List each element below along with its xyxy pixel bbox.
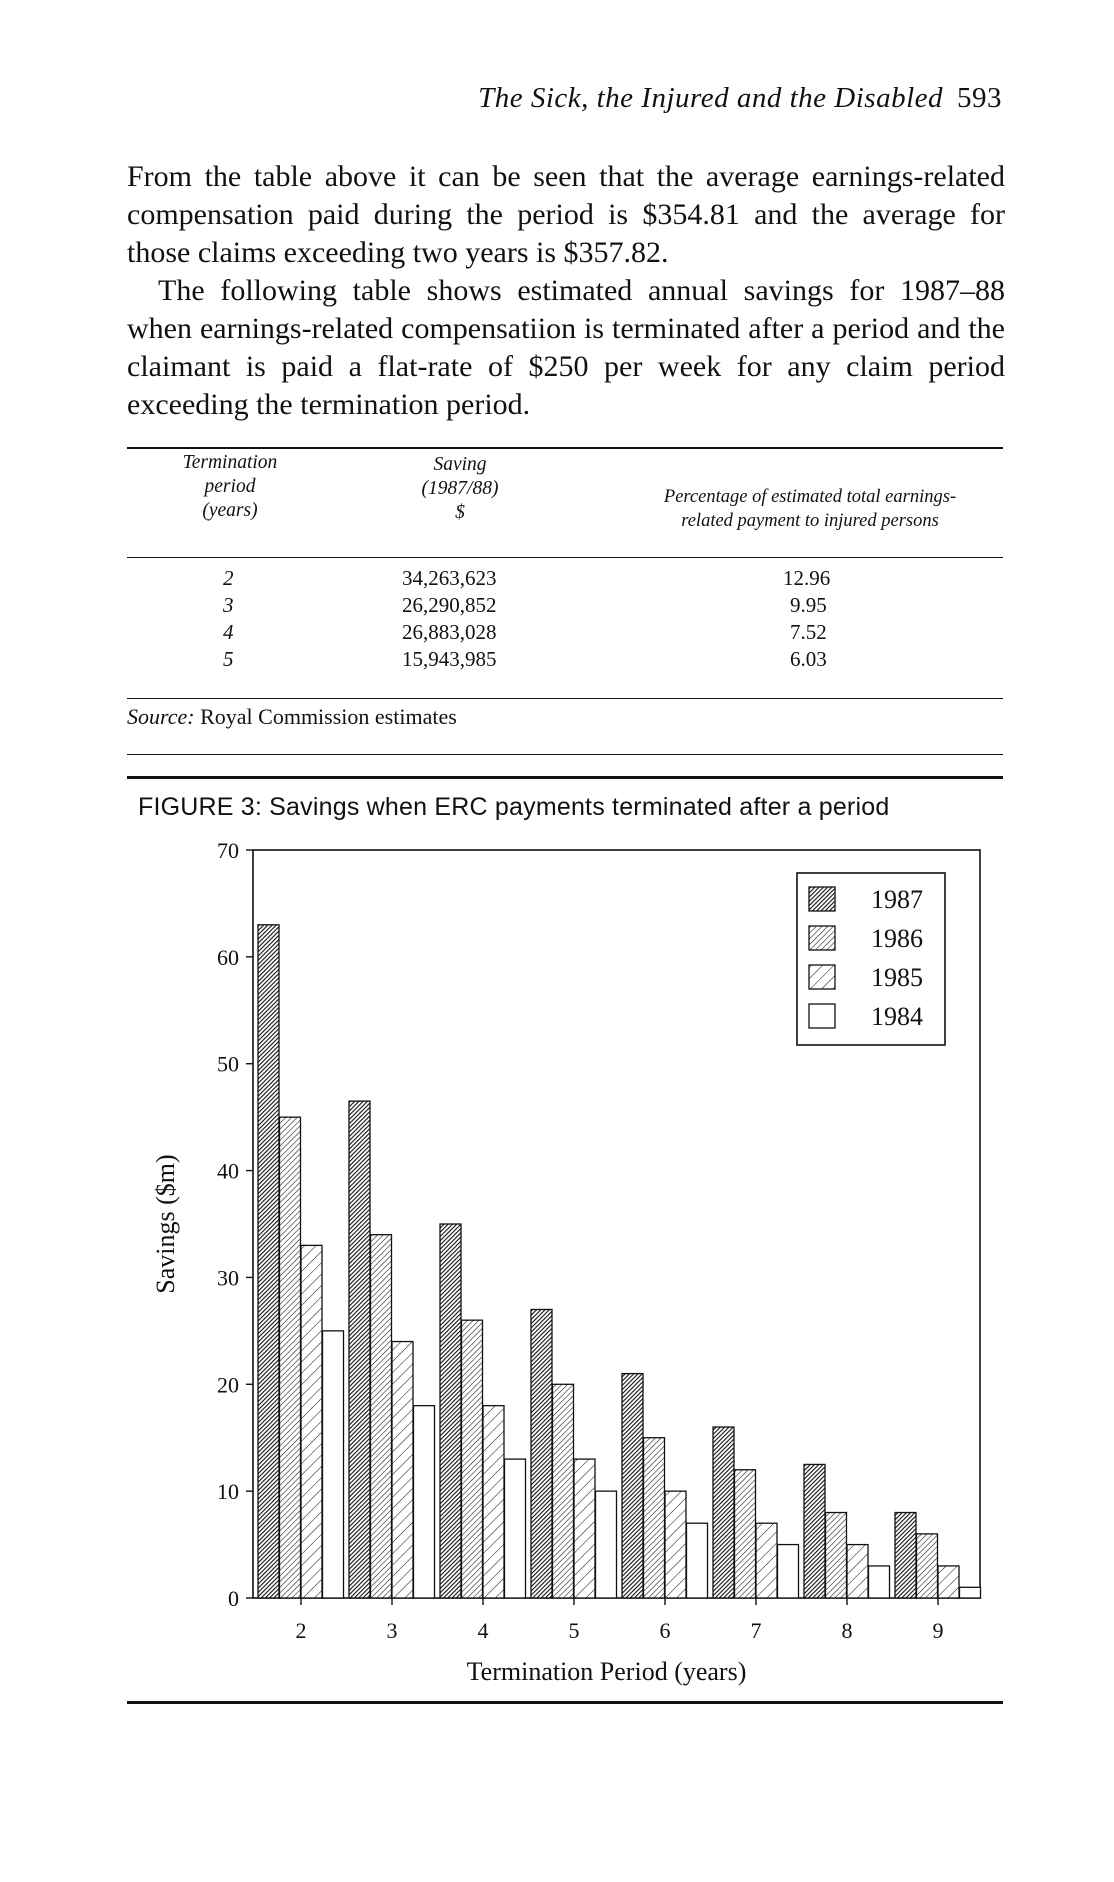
bar-1986-5 bbox=[553, 1384, 574, 1598]
y-tick-label: 10 bbox=[217, 1479, 239, 1505]
bar-1987-9 bbox=[895, 1513, 916, 1598]
page-number: 593 bbox=[957, 82, 1002, 114]
figure-title: FIGURE 3: Savings when ERC payments terminated after a period bbox=[138, 793, 890, 821]
y-tick-label: 0 bbox=[228, 1586, 239, 1611]
y-tick-label: 30 bbox=[217, 1265, 239, 1291]
cell-pct: 12.96 bbox=[783, 566, 831, 590]
y-axis-label: Savings ($m) bbox=[151, 1154, 180, 1294]
header-line: (1987/88) bbox=[421, 478, 499, 499]
legend-swatch bbox=[809, 965, 835, 989]
bar-1984-4 bbox=[505, 1459, 526, 1598]
header-line: related payment to injured persons bbox=[681, 511, 939, 531]
x-tick-label: 2 bbox=[295, 1618, 307, 1643]
bar-1984-6 bbox=[687, 1523, 708, 1598]
x-tick-label: 4 bbox=[477, 1618, 489, 1643]
bar-1984-2 bbox=[323, 1331, 344, 1598]
paragraph-1: From the table above it can be seen that the average earnings-related compensation paid during the period is $354.81 and the average for those claims exceeding two years is $357.82. bbox=[127, 160, 1005, 269]
source-label: Source: bbox=[127, 704, 195, 729]
legend-swatch bbox=[809, 926, 835, 950]
cell-saving: 15,943,985 bbox=[402, 647, 497, 671]
plot-area bbox=[151, 838, 981, 1686]
bar-1987-8 bbox=[804, 1464, 825, 1598]
legend-label: 1986 bbox=[871, 924, 923, 953]
bar-1985-2 bbox=[301, 1245, 322, 1598]
bar-1985-8 bbox=[847, 1545, 868, 1598]
bar-1986-3 bbox=[371, 1235, 392, 1598]
bar-1987-5 bbox=[531, 1309, 552, 1598]
bar-1986-7 bbox=[735, 1470, 756, 1598]
y-tick-label: 70 bbox=[217, 838, 239, 863]
bar-1986-8 bbox=[826, 1513, 847, 1598]
x-tick-label: 7 bbox=[750, 1618, 762, 1643]
bar-1985-4 bbox=[483, 1406, 504, 1598]
bar-1987-7 bbox=[713, 1427, 734, 1598]
header-line: $ bbox=[455, 502, 465, 523]
cell-period: 2 bbox=[223, 566, 234, 590]
bar-1987-2 bbox=[258, 925, 279, 1598]
bar-1987-4 bbox=[440, 1224, 461, 1598]
cell-pct: 7.52 bbox=[790, 620, 827, 644]
bar-1985-9 bbox=[938, 1566, 959, 1598]
bar-1985-5 bbox=[574, 1459, 595, 1598]
bar-1984-8 bbox=[869, 1566, 890, 1598]
x-tick-label: 5 bbox=[568, 1618, 580, 1643]
bar-1986-2 bbox=[280, 1117, 301, 1598]
header-line: (years) bbox=[202, 500, 258, 521]
header-line: Termination bbox=[182, 452, 278, 473]
bar-1987-3 bbox=[349, 1101, 370, 1598]
header-line: period bbox=[204, 476, 256, 497]
bar-1986-9 bbox=[917, 1534, 938, 1598]
bar-1984-7 bbox=[778, 1545, 799, 1598]
bar-1984-9 bbox=[960, 1587, 981, 1598]
header-line: Percentage of estimated total earnings- bbox=[663, 487, 957, 507]
source-text: Royal Commission estimates bbox=[200, 704, 457, 729]
bar-1985-7 bbox=[756, 1523, 777, 1598]
bar-1986-6 bbox=[644, 1438, 665, 1598]
bar-1987-6 bbox=[622, 1374, 643, 1598]
legend-label: 1985 bbox=[871, 963, 923, 992]
cell-saving: 34,263,623 bbox=[402, 566, 497, 590]
y-tick-label: 60 bbox=[217, 944, 239, 970]
cell-period: 4 bbox=[223, 620, 234, 644]
legend-label: 1984 bbox=[871, 1002, 923, 1031]
paragraph-2: The following table shows estimated annual savings for 1987–88 when earnings-related compensatiion is terminated after a period and the claimant is paid a flat-rate of $250 per week for any claim period exceeding the termination period. bbox=[127, 274, 1005, 421]
bar-1985-6 bbox=[665, 1491, 686, 1598]
cell-pct: 6.03 bbox=[790, 647, 827, 671]
x-tick-label: 9 bbox=[932, 1618, 944, 1643]
y-tick-label: 50 bbox=[217, 1051, 239, 1077]
legend-swatch bbox=[809, 887, 835, 911]
bar-1986-4 bbox=[462, 1320, 483, 1598]
bar-1984-5 bbox=[596, 1491, 617, 1598]
cell-period: 5 bbox=[223, 647, 234, 671]
bar-1984-3 bbox=[414, 1406, 435, 1598]
y-tick-label: 20 bbox=[217, 1372, 239, 1398]
bar-1985-3 bbox=[392, 1342, 413, 1598]
x-tick-label: 6 bbox=[659, 1618, 671, 1643]
header-line: Saving bbox=[433, 454, 487, 475]
cell-pct: 9.95 bbox=[790, 593, 827, 617]
cell-saving: 26,883,028 bbox=[402, 620, 497, 644]
y-tick-label: 40 bbox=[217, 1158, 239, 1184]
x-axis-label: Termination Period (years) bbox=[466, 1657, 747, 1686]
cell-saving: 26,290,852 bbox=[402, 593, 497, 617]
cell-period: 3 bbox=[223, 593, 234, 617]
x-tick-label: 8 bbox=[841, 1618, 853, 1643]
running-title: The Sick, the Injured and the Disabled bbox=[478, 82, 943, 114]
legend-label: 1987 bbox=[871, 885, 923, 914]
figure-bottom-rule bbox=[127, 1701, 1003, 1704]
x-tick-label: 3 bbox=[386, 1618, 398, 1643]
legend-swatch bbox=[809, 1004, 835, 1028]
